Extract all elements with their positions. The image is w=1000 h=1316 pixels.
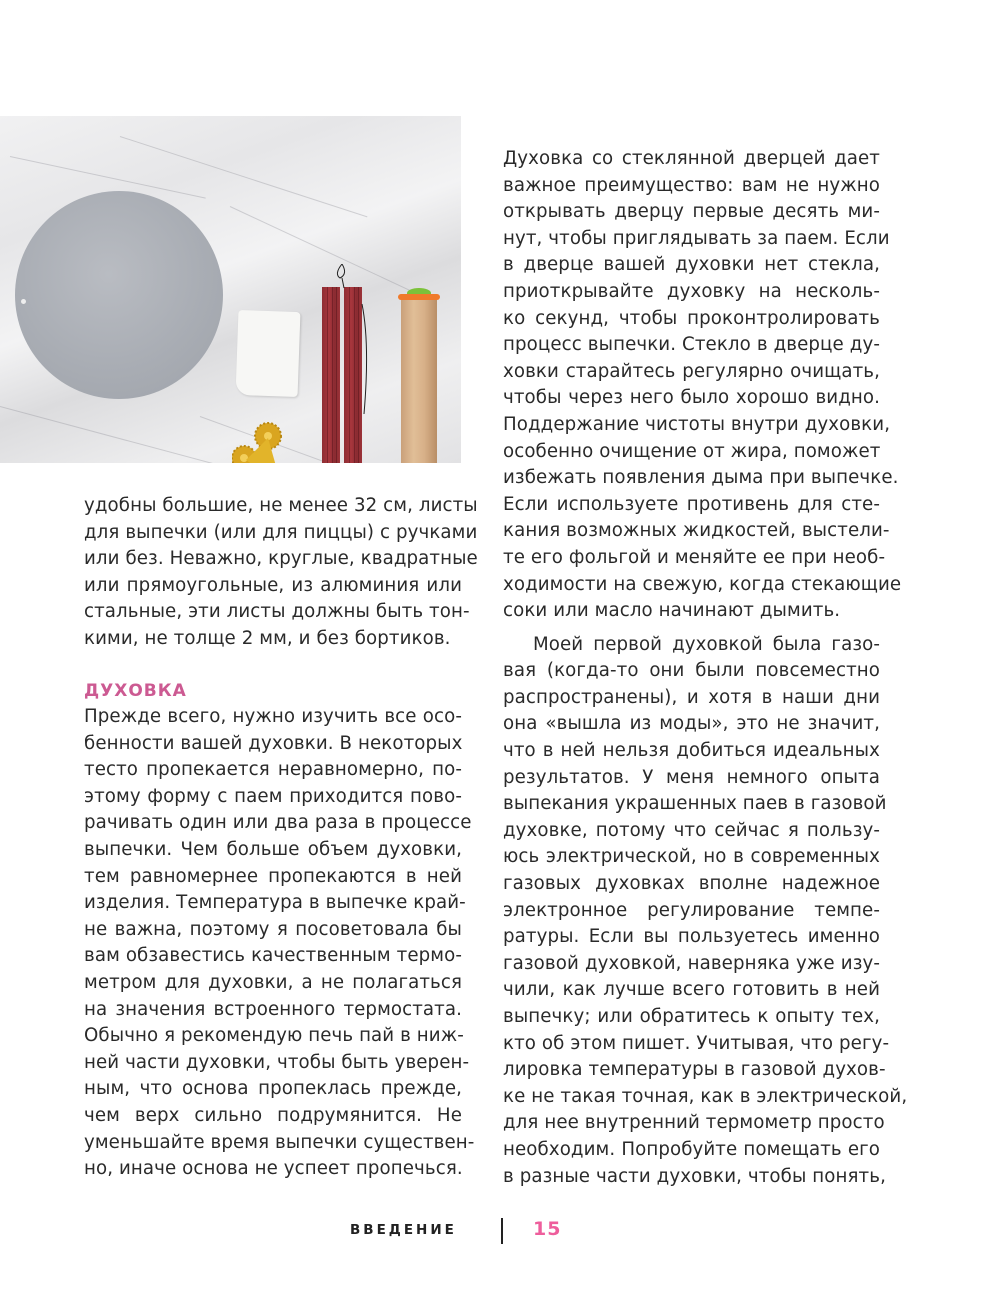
- text-line: юсь электрической, но в современных: [503, 846, 880, 868]
- text-line: бенности вашей духовки. В некоторых: [84, 732, 463, 754]
- text-line: нут, чтобы приглядывать за паем. Если: [503, 227, 890, 249]
- text-line: лировка температуры в газовой духов-: [503, 1059, 886, 1081]
- text-line: Обычно я рекомендую печь пай в ниж-: [84, 1025, 464, 1047]
- text-line: вам обзавестись качественным термо-: [84, 945, 462, 967]
- text-line: чем верх сильно подрумянится. Не: [84, 1104, 462, 1126]
- text-line: для нее внутренний термометр просто: [503, 1112, 885, 1134]
- text-line: метром для духовки, а не полагаться: [84, 971, 462, 993]
- text-line: важное преимущество: вам не нужно: [503, 174, 880, 196]
- text-line: или без. Неважно, круглые, квадратные: [84, 548, 478, 570]
- text-line: в дверце вашей духовки нет стекла,: [503, 254, 880, 276]
- text-line: тем равномернее пропекаются в ней: [84, 865, 462, 887]
- text-line: Духовка со стеклянной дверцей дает: [503, 148, 880, 169]
- guide-stick-string: [330, 264, 390, 463]
- text-line: но, иначе основа не успеет пропечься.: [84, 1158, 463, 1180]
- text-line: ратуры. Если вы пользуетесь именно: [503, 926, 880, 948]
- text-line: кто об этом пишет. Учитывая, что регу-: [503, 1032, 890, 1054]
- text-line: Поддержание чистоты внутри духовки,: [503, 413, 891, 435]
- right-column: [503, 146, 908, 1190]
- text-line: открывать дверцу первые десять ми-: [503, 201, 880, 223]
- text-line: процесс выпечки. Стекло в дверце ду-: [503, 334, 880, 356]
- text-line: результатов. У меня немного опыта: [503, 766, 880, 788]
- text-line: на значения встроенного термостата.: [84, 998, 462, 1020]
- text-line: ховки старайтесь регулярно очищать,: [503, 360, 880, 382]
- text-line: Если используете противень для сте-: [503, 493, 880, 515]
- text-line: кания возможных жидкостей, выстели-: [503, 520, 890, 542]
- text-line: особенно очищение от жира, поможет: [503, 440, 881, 462]
- text-line: для выпечки (или для пиццы) с ручками: [84, 521, 478, 543]
- text-line: ным, что основа пропеклась прежде,: [84, 1078, 462, 1100]
- text-line: Прежде всего, нужно изучить все осо-: [84, 706, 462, 727]
- text-line: уменьшайте время выпечки существен-: [84, 1131, 475, 1153]
- text-line: в разные части духовки, чтобы понять,: [503, 1165, 886, 1187]
- section-heading-oven: ДУХОВКА: [84, 681, 187, 701]
- text-line: кими, не толще 2 мм, и без бортиков.: [84, 627, 451, 649]
- text-line: вая (когда-то они были повсеместно: [503, 660, 880, 682]
- text-line: те его фольгой и меняйте ее при необ-: [503, 546, 886, 568]
- text-line: ней части духовки, чтобы быть уверен-: [84, 1051, 470, 1073]
- text-line: или прямоугольные, из алюминия или: [84, 574, 462, 596]
- footer-divider: [501, 1218, 503, 1244]
- text-line: ходимости на свежую, когда стекающие: [503, 573, 902, 595]
- page-number: 15: [533, 1218, 562, 1240]
- text-line: распространены), и хотя в наши дни: [503, 686, 880, 708]
- text-line: удобны большие, не менее 32 см, листы: [84, 495, 478, 516]
- text-line: выпекания украшенных паев в газовой: [503, 793, 887, 815]
- text-line: необходим. Попробуйте помещать его: [503, 1138, 880, 1160]
- rolling-pin: [401, 296, 437, 463]
- rolling-pin-orange-ring-top: [398, 294, 440, 300]
- footer-section-label: ВВЕДЕНИЕ: [350, 1222, 457, 1238]
- text-line: избежать появления дыма при выпечке.: [503, 467, 899, 489]
- text-line: рачивать один или два раза в процессе: [84, 812, 472, 834]
- dough-scraper: [236, 310, 301, 397]
- text-line: она «вышла из моды», это не значит,: [503, 713, 880, 735]
- text-line: выпечки. Чем больше объем духовки,: [84, 838, 462, 860]
- text-line: Моей первой духовкой была газо-: [533, 633, 880, 655]
- text-line: выпечку; или обратитесь к опыту тех,: [503, 1006, 880, 1027]
- text-line: соки или масло начинают дымить.: [503, 600, 841, 622]
- text-line: приоткрывайте духовку на несколь-: [503, 280, 880, 302]
- text-line: не важна, поэтому я посоветовала бы: [84, 918, 462, 940]
- text-line: газовых духовках вполне надежное: [503, 873, 880, 895]
- text-line: чили, как лучше всего готовить в ней: [503, 979, 880, 1001]
- text-line: газовой духовкой, наверняка уже изу-: [503, 952, 880, 974]
- text-line: ке не такая точная, как в электрической,: [503, 1085, 908, 1107]
- text-line: стальные, эти листы должны быть тон-: [84, 601, 470, 623]
- page-footer: [0, 1218, 1000, 1246]
- left-column-paragraph-2: [84, 704, 475, 1183]
- text-line: духовке, потому что сейчас я пользу-: [503, 819, 880, 841]
- text-line: ко секунд, чтобы проконтролировать: [503, 307, 880, 329]
- pastry-wheel-cutter: [232, 416, 332, 463]
- marble-vein: [0, 406, 232, 463]
- baking-tools-photo: [0, 116, 461, 463]
- text-line: что в ней нельзя добиться идеальных: [503, 740, 880, 762]
- text-line: изделия. Температура в выпечке край-: [84, 892, 466, 914]
- text-line: электронное регулирование темпе-: [503, 899, 880, 921]
- text-line: чтобы через него было хорошо видно.: [503, 387, 880, 409]
- text-line: этому форму с паем приходится пово-: [84, 785, 462, 807]
- text-line: тесто пропекается неравномерно, по-: [84, 759, 462, 781]
- round-baking-sheet: [15, 191, 223, 399]
- baking-sheet-hole: [21, 299, 26, 304]
- left-column-paragraph-1: [84, 493, 478, 653]
